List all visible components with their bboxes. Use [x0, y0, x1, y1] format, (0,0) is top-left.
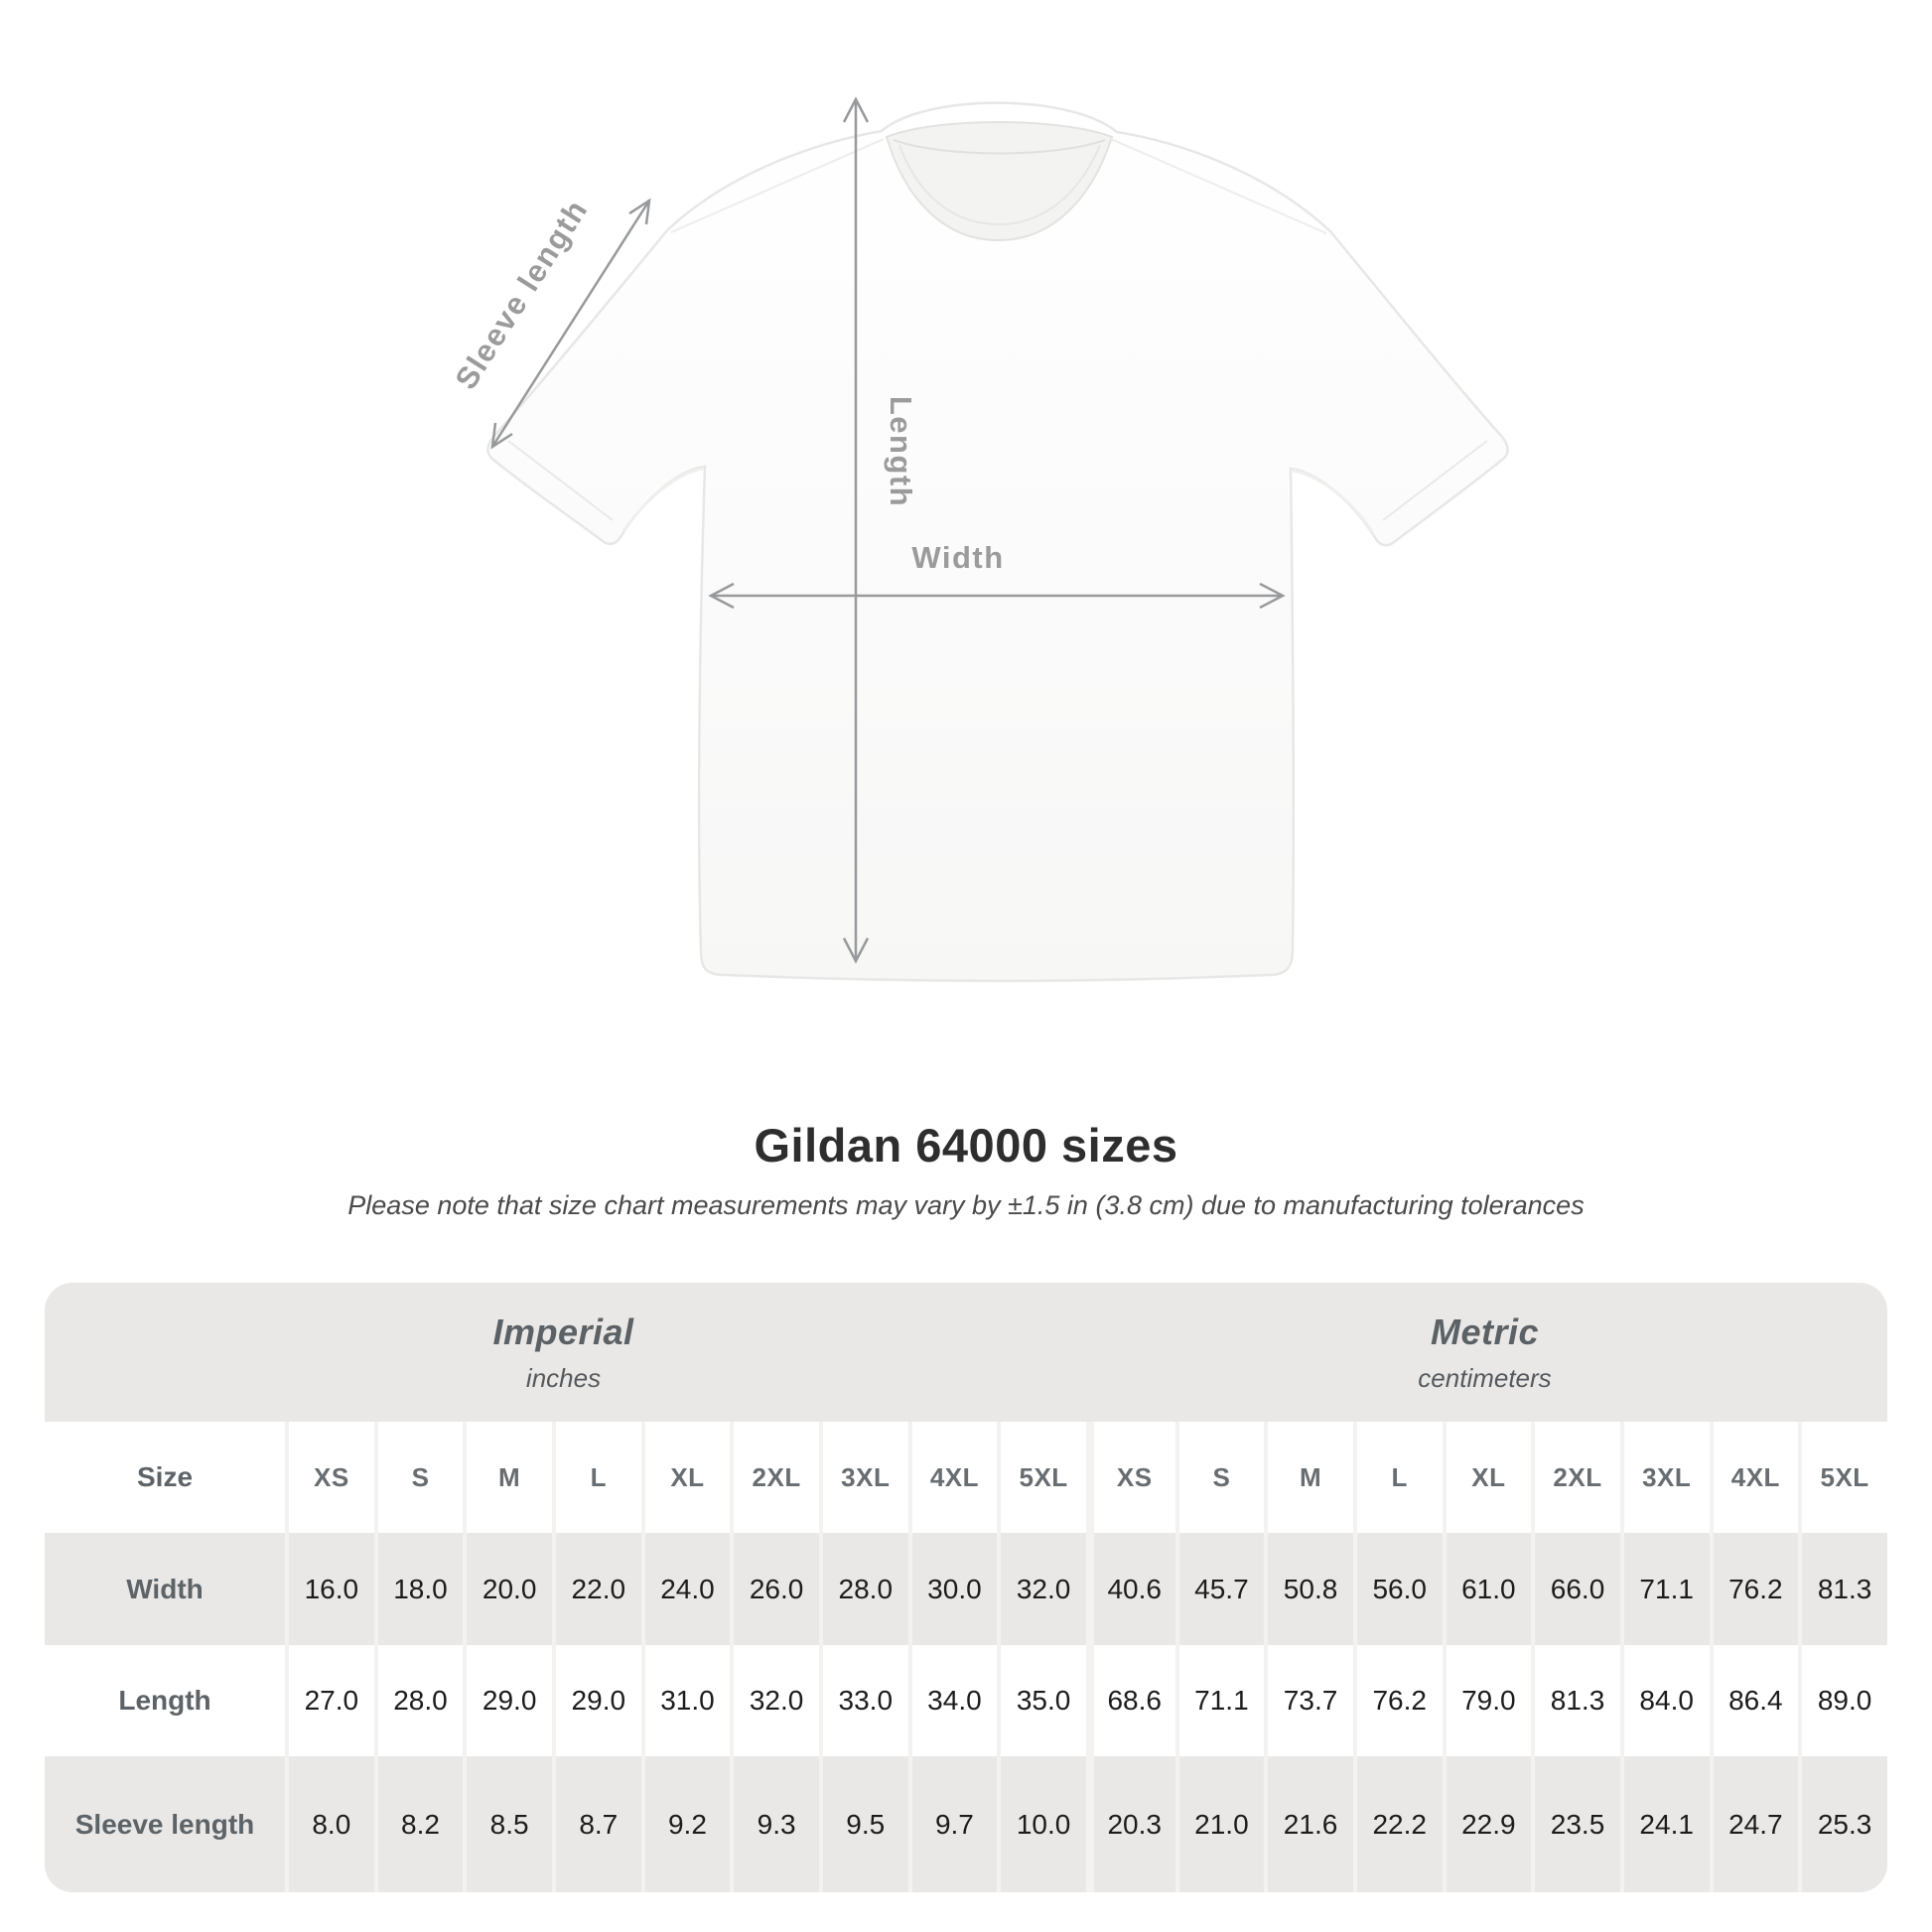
- length-cell: 71.1: [1175, 1645, 1265, 1756]
- width-cell: 24.0: [641, 1533, 731, 1645]
- length-cell: 27.0: [285, 1645, 374, 1756]
- metric-unit: centimeters: [1418, 1362, 1552, 1393]
- width-cell: 66.0: [1531, 1533, 1620, 1645]
- sleeve-cell: 25.3: [1798, 1756, 1887, 1892]
- width-row-label: Width: [126, 1573, 204, 1604]
- sleeve-cell: 8.5: [463, 1756, 552, 1892]
- width-cell: 61.0: [1443, 1533, 1532, 1645]
- size-col-header: M: [1264, 1422, 1353, 1533]
- sleeve-cell: 24.1: [1620, 1756, 1710, 1892]
- sleeve-cell: 8.2: [374, 1756, 464, 1892]
- width-cell: 76.2: [1710, 1533, 1799, 1645]
- width-cell: 45.7: [1175, 1533, 1265, 1645]
- size-col-header: 4XL: [908, 1422, 998, 1533]
- length-cell: 34.0: [908, 1645, 998, 1756]
- length-row-label: Length: [118, 1685, 211, 1716]
- size-data-table: [45, 1422, 1887, 1892]
- width-cell: 32.0: [997, 1533, 1086, 1645]
- metric-header: [1082, 1283, 1887, 1422]
- size-col-header: 3XL: [1620, 1422, 1710, 1533]
- length-cell: 89.0: [1798, 1645, 1887, 1756]
- imperial-header: [45, 1283, 1082, 1422]
- sleeve-cell: 8.7: [552, 1756, 641, 1892]
- sleeve-cell: 9.7: [908, 1756, 998, 1892]
- unit-header-band: [45, 1283, 1887, 1422]
- sleeve-cell: 23.5: [1531, 1756, 1620, 1892]
- length-cell: 73.7: [1264, 1645, 1353, 1756]
- length-label: Length: [884, 395, 918, 508]
- size-col-header: L: [552, 1422, 641, 1533]
- width-cell: 50.8: [1264, 1533, 1353, 1645]
- sleeve-cell: 24.7: [1710, 1756, 1799, 1892]
- table-row-sizes: [45, 1422, 1887, 1533]
- width-cell: 16.0: [285, 1533, 374, 1645]
- title-block: [0, 1118, 1932, 1221]
- length-cell: 29.0: [552, 1645, 641, 1756]
- size-col-header: L: [1353, 1422, 1443, 1533]
- sleeve-cell: 21.6: [1264, 1756, 1353, 1892]
- size-col-header: 2XL: [730, 1422, 819, 1533]
- width-cell: 28.0: [819, 1533, 908, 1645]
- size-col-header: 4XL: [1710, 1422, 1799, 1533]
- imperial-unit: inches: [525, 1362, 602, 1393]
- length-cell: 81.3: [1531, 1645, 1620, 1756]
- size-col-header: XS: [1086, 1422, 1175, 1533]
- size-col-header: XL: [641, 1422, 731, 1533]
- width-cell: 56.0: [1353, 1533, 1443, 1645]
- length-cell: 31.0: [641, 1645, 731, 1756]
- sleeve-cell: 20.3: [1086, 1756, 1175, 1892]
- length-cell: 68.6: [1086, 1645, 1175, 1756]
- length-cell: 79.0: [1443, 1645, 1532, 1756]
- width-cell: 30.0: [908, 1533, 998, 1645]
- size-row-label: Size: [136, 1461, 194, 1492]
- length-cell: 33.0: [819, 1645, 908, 1756]
- imperial-title: Imperial: [492, 1311, 634, 1352]
- width-cell: 71.1: [1620, 1533, 1710, 1645]
- width-label: Width: [911, 540, 1005, 575]
- width-cell: 20.0: [463, 1533, 552, 1645]
- sleeve-cell: 9.3: [730, 1756, 819, 1892]
- size-col-header: M: [463, 1422, 552, 1533]
- sleeve-cell: 22.2: [1353, 1756, 1443, 1892]
- width-cell: 81.3: [1798, 1533, 1887, 1645]
- sleeve-cell: 10.0: [997, 1756, 1086, 1892]
- length-cell: 28.0: [374, 1645, 464, 1756]
- length-cell: 29.0: [463, 1645, 552, 1756]
- size-col-header: S: [374, 1422, 464, 1533]
- table-row-length: [45, 1645, 1887, 1756]
- width-cell: 22.0: [552, 1533, 641, 1645]
- sleeve-cell: 22.9: [1443, 1756, 1532, 1892]
- sleeve-length-label: Sleeve length: [448, 193, 595, 396]
- size-col-header: 2XL: [1531, 1422, 1620, 1533]
- sleeve-cell: 9.2: [641, 1756, 731, 1892]
- table-row-sleeve-length: [45, 1756, 1887, 1892]
- size-table: [45, 1283, 1887, 1892]
- sleeve-row-label: Sleeve length: [74, 1808, 255, 1840]
- length-cell: 32.0: [730, 1645, 819, 1756]
- tolerance-note: Please note that size chart measurements may vary by ±1.5 in (3.8 cm) due to manufacturing tolerances: [347, 1190, 1585, 1220]
- width-cell: 18.0: [374, 1533, 464, 1645]
- sleeve-cell: 9.5: [819, 1756, 908, 1892]
- size-col-header: XS: [285, 1422, 374, 1533]
- size-col-header: 3XL: [819, 1422, 908, 1533]
- metric-title: Metric: [1430, 1311, 1540, 1352]
- size-col-header: 5XL: [997, 1422, 1086, 1533]
- page-title: Gildan 64000 sizes: [754, 1119, 1178, 1172]
- table-row-width: [45, 1533, 1887, 1645]
- sleeve-cell: 8.0: [285, 1756, 374, 1892]
- size-col-header: XL: [1443, 1422, 1532, 1533]
- length-cell: 84.0: [1620, 1645, 1710, 1756]
- size-col-header: S: [1175, 1422, 1265, 1533]
- width-cell: 40.6: [1086, 1533, 1175, 1645]
- length-cell: 86.4: [1710, 1645, 1799, 1756]
- size-col-header: 5XL: [1798, 1422, 1887, 1533]
- sleeve-cell: 21.0: [1175, 1756, 1265, 1892]
- width-cell: 26.0: [730, 1533, 819, 1645]
- length-cell: 76.2: [1353, 1645, 1443, 1756]
- length-cell: 35.0: [997, 1645, 1086, 1756]
